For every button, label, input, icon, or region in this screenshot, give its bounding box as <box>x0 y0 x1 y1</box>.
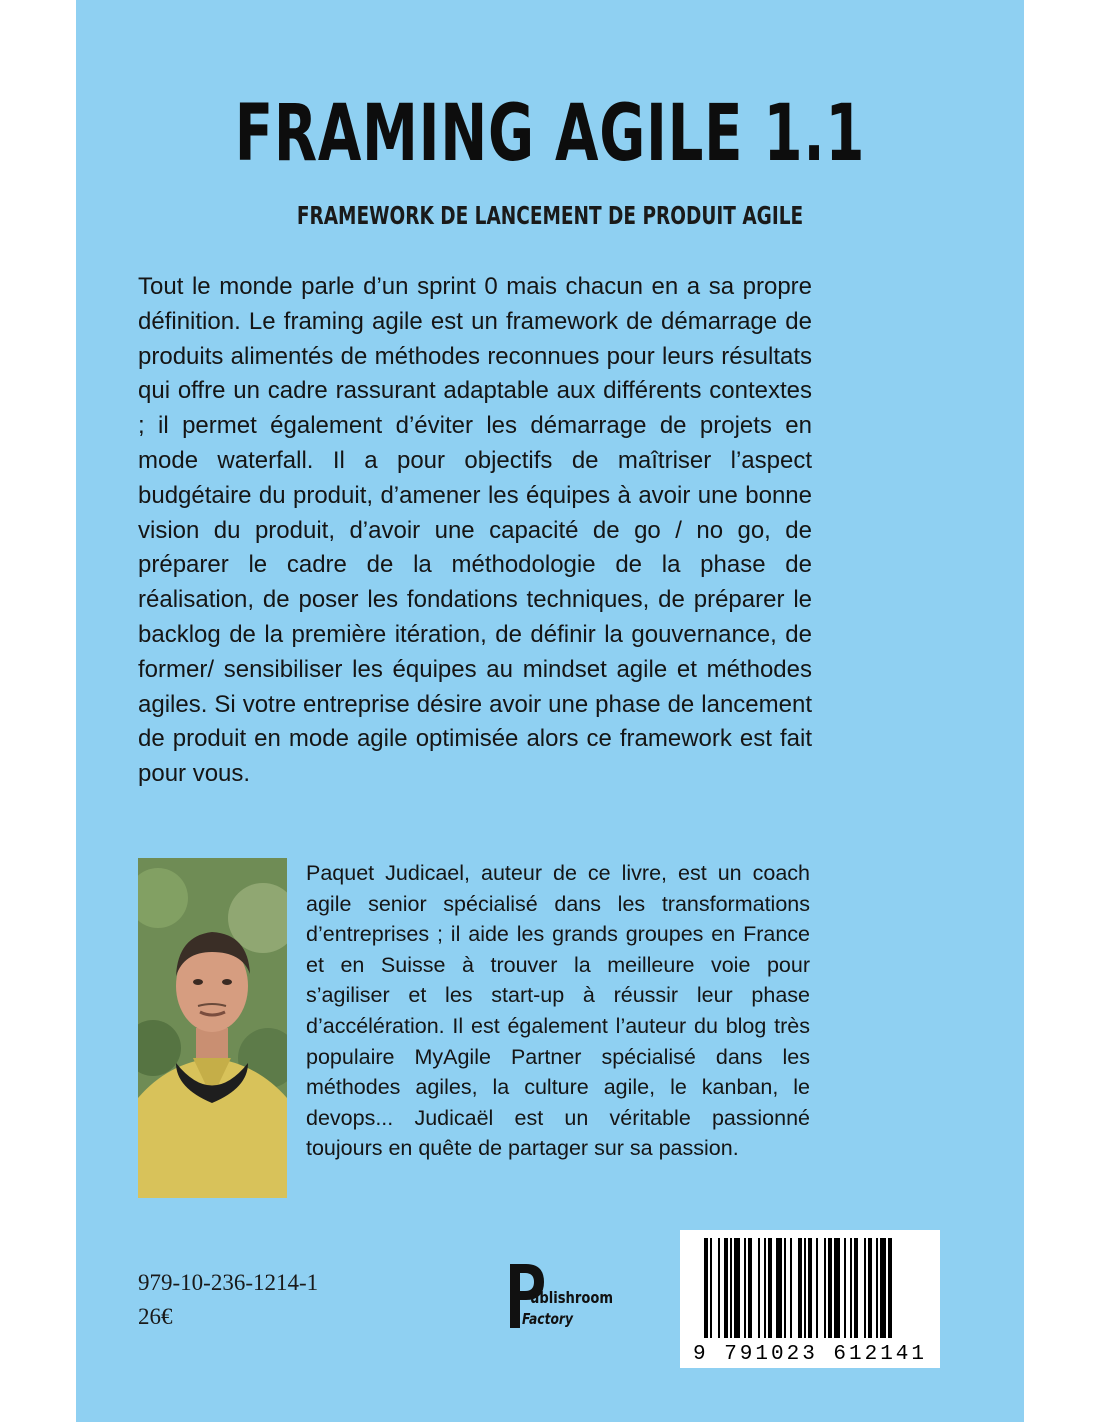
barcode-bar <box>850 1238 852 1338</box>
barcode-bar <box>808 1238 812 1338</box>
barcode-bar <box>844 1238 846 1338</box>
barcode-bar <box>828 1238 832 1338</box>
barcode-bar <box>880 1238 886 1338</box>
isbn-number: 979-10-236-1214-1 <box>138 1270 319 1295</box>
barcode-bar <box>744 1238 746 1338</box>
publisher-factory: Factory <box>522 1310 574 1328</box>
barcode-bar <box>704 1238 708 1338</box>
barcode-bar <box>710 1238 712 1338</box>
publisher-logo <box>500 1256 660 1336</box>
barcode-bar <box>784 1238 786 1338</box>
barcode-bar <box>724 1238 728 1338</box>
barcode-bar <box>730 1238 732 1338</box>
barcode-bar <box>768 1238 772 1338</box>
barcode-bar <box>748 1238 752 1338</box>
barcode-bar <box>718 1238 720 1338</box>
barcode-bars <box>680 1230 940 1342</box>
barcode-bar <box>790 1238 792 1338</box>
isbn-barcode <box>680 1230 940 1368</box>
barcode-bar <box>764 1238 766 1338</box>
barcode-bar <box>758 1238 760 1338</box>
barcode-bar <box>776 1238 782 1338</box>
author-portrait-image <box>138 858 287 1198</box>
barcode-bar <box>824 1238 826 1338</box>
barcode-bar <box>888 1238 892 1338</box>
barcode-bar <box>868 1238 872 1338</box>
barcode-bar <box>854 1238 858 1338</box>
price: 26€ <box>138 1304 173 1329</box>
book-title: FRAMING AGILE 1.1 <box>234 89 866 179</box>
barcode-bar <box>834 1238 840 1338</box>
barcode-bar <box>816 1238 818 1338</box>
publisher-name: ublishroom <box>530 1288 614 1307</box>
barcode-bar <box>734 1238 740 1338</box>
barcode-digits: 9 791023 612141 <box>692 1343 928 1366</box>
barcode-bar <box>864 1238 866 1338</box>
barcode-bar <box>804 1238 806 1338</box>
barcode-bar <box>798 1238 802 1338</box>
book-description: Tout le monde parle d’un sprint 0 mais chacun en a sa propre définition. Le framing agile est un framework de démarrage de produits alimentés de méthodes reconnues pour leurs résultats qui offre un cadre rassurant adaptable aux différents contextes ; il permet également d’éviter les démarrage de projets en mode waterfall. Il a pour objectifs de maîtriser l’aspect budgétaire du produit, d’amener les équipes à avoir une bonne vision du produit, d’avoir une capacité de go / no go, de préparer le cadre de la méthodologie de la phase de réalisation, de poser les fondations techniques, de préparer le backlog de la première itération, de définir la gouvernance, de former/ sensibiliser les équipes au mindset agile et méthodes agiles. Si votre entreprise désire avoir une phase de lancement de produit en mode agile optimisée alors ce framework est fait pour vous. <box>138 273 812 788</box>
barcode-bar <box>876 1238 878 1338</box>
book-subtitle: FRAMEWORK DE LANCEMENT DE PRODUIT AGILE <box>296 201 804 230</box>
author-photo <box>138 858 287 1198</box>
author-bio: Paquet Judicael, auteur de ce livre, est un coach agile senior spécialisé dans les transformations d’entreprises ; il aide les grands groupes en France et en Suisse à trouver la meilleure voie pour s’agiliser et les start-up à réussir leur phase d’accélération. Il est également l’auteur du blog très populaire MyAgile Partner spécialisé dans les méthodes agiles, la culture agile, le kanban, le devops... Judicaël est un véritable passionné toujours en quête de partager sur sa passion. <box>306 861 810 1161</box>
